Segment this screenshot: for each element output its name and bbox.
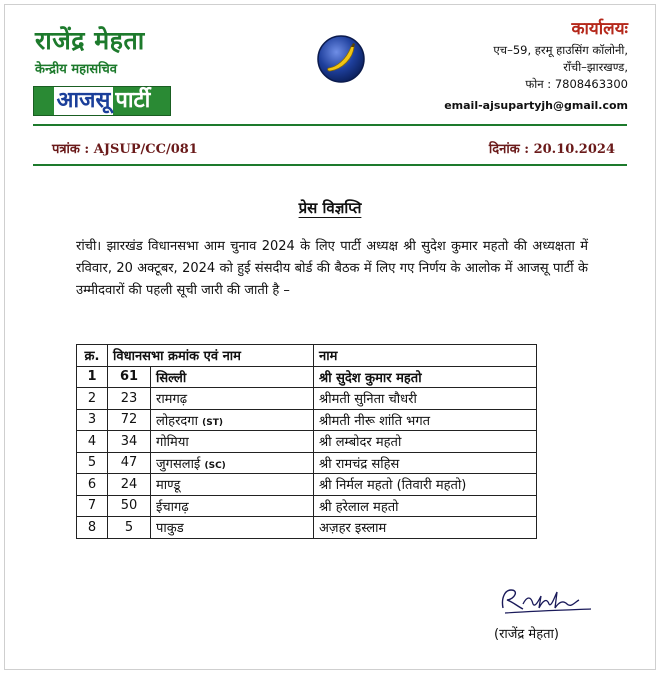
constituency-name: रामगढ़	[156, 392, 188, 408]
constituency-name: माण्डू	[156, 478, 181, 494]
cell-sn: 2	[77, 388, 108, 410]
constituency-name: गोमिया	[156, 435, 189, 451]
constituency-name: पाकुड	[156, 521, 184, 537]
body-paragraph: रांची। झारखंड विधानसभा आम चुनाव 2024 के लिए पार्टी अध्यक्ष श्री सुदेश कुमार महतो की अध्यक्षता में रविवार, 20 अक्टूबर, 2024 को हुई संसदीय बोर्ड की बैठक में लिए गए निर्णय के आलोक में आजसू पार्टी के उम्मीदवारों की पहली सूची जारी की जाती है –	[76, 239, 588, 298]
cell-candidate: श्री हरेलाल महतो	[314, 495, 537, 517]
sender-name: राजेंद्र मेहता	[35, 26, 145, 55]
cell-sn: 5	[77, 452, 108, 474]
header-divider	[33, 124, 627, 126]
cell-sn: 4	[77, 431, 108, 453]
cell-candidate: श्रीमती सुनिता चौधरी	[314, 388, 537, 410]
cell-constituency-no: 50	[108, 495, 151, 517]
document-heading	[0, 198, 660, 218]
address-line2: राँची–झारखण्ड,	[563, 60, 628, 74]
phone-number: फोन : 7808463300	[525, 77, 628, 91]
header-sn: क्र.	[77, 345, 108, 367]
letterhead-right	[444, 18, 628, 114]
table-row	[77, 388, 537, 410]
heading-text: प्रेस विज्ञप्ति	[298, 199, 362, 217]
email-address: email-ajsupartyjh@gmail.com	[444, 99, 628, 112]
cell-constituency	[151, 517, 314, 539]
banana-emblem-icon	[316, 34, 366, 84]
cell-constituency-no: 47	[108, 452, 151, 474]
cell-sn: 6	[77, 474, 108, 496]
cell-constituency	[151, 388, 314, 410]
cell-candidate: श्री लम्बोदर महतो	[314, 431, 537, 453]
table-row	[77, 474, 537, 496]
table-row	[77, 366, 537, 388]
cell-sn: 1	[77, 366, 108, 388]
office-title: कार्यालयः	[571, 19, 628, 39]
cell-sn: 8	[77, 517, 108, 539]
cell-candidate: श्री निर्मल महतो (तिवारी महतो)	[314, 474, 537, 496]
header-candidate: नाम	[314, 345, 537, 367]
table-row	[77, 452, 537, 474]
cell-candidate: श्रीमती नीरू शांति भगत	[314, 409, 537, 431]
address-line1: एच–59, हरमू हाउसिंग कॉलोनी,	[493, 43, 628, 57]
reference-divider	[33, 164, 627, 166]
table-body	[77, 366, 537, 538]
constituency-name: जुगसलाई	[156, 456, 201, 472]
cell-constituency-no: 34	[108, 431, 151, 453]
party-logo-badge	[33, 86, 171, 116]
cell-sn: 3	[77, 409, 108, 431]
reserved-tag: (ST)	[202, 417, 223, 428]
cell-constituency-no: 24	[108, 474, 151, 496]
cell-constituency	[151, 474, 314, 496]
signature-image	[495, 582, 595, 618]
sender-designation: केन्द्रीय महासचिव	[35, 62, 118, 77]
cell-constituency-no: 61	[108, 366, 151, 388]
cell-constituency	[151, 431, 314, 453]
candidate-table	[76, 344, 537, 539]
table-row	[77, 495, 537, 517]
table-header-row	[77, 345, 537, 367]
cell-candidate: अज़हर इस्लाम	[314, 517, 537, 539]
cell-constituency	[151, 495, 314, 517]
cell-constituency-no: 5	[108, 517, 151, 539]
table-row	[77, 517, 537, 539]
cell-candidate: श्री सुदेश कुमार महतो	[314, 366, 537, 388]
cell-candidate: श्री रामचंद्र सहिस	[314, 452, 537, 474]
table-row	[77, 431, 537, 453]
party-name-part1: आजसू	[54, 87, 114, 115]
letterhead-left	[35, 26, 145, 77]
party-name-part2: पार्टी	[115, 88, 151, 113]
cell-constituency-no: 72	[108, 409, 151, 431]
header-constituency: विधानसभा क्रमांक एवं नाम	[108, 345, 314, 367]
reference-number: पत्रांक : AJSUP/CC/081	[52, 142, 198, 157]
cell-sn: 7	[77, 495, 108, 517]
constituency-name: लोहरदगा	[156, 413, 198, 429]
cell-constituency	[151, 366, 314, 388]
table-row	[77, 409, 537, 431]
letter-date: दिनांक : 20.10.2024	[488, 142, 615, 157]
cell-constituency	[151, 452, 314, 474]
signatory-name: (राजेंद्र मेहता)	[494, 627, 559, 642]
cell-constituency	[151, 409, 314, 431]
cell-constituency-no: 23	[108, 388, 151, 410]
constituency-name: ईचागढ़	[156, 499, 189, 515]
reserved-tag: (SC)	[204, 460, 226, 471]
constituency-name: सिल्ली	[156, 370, 187, 386]
